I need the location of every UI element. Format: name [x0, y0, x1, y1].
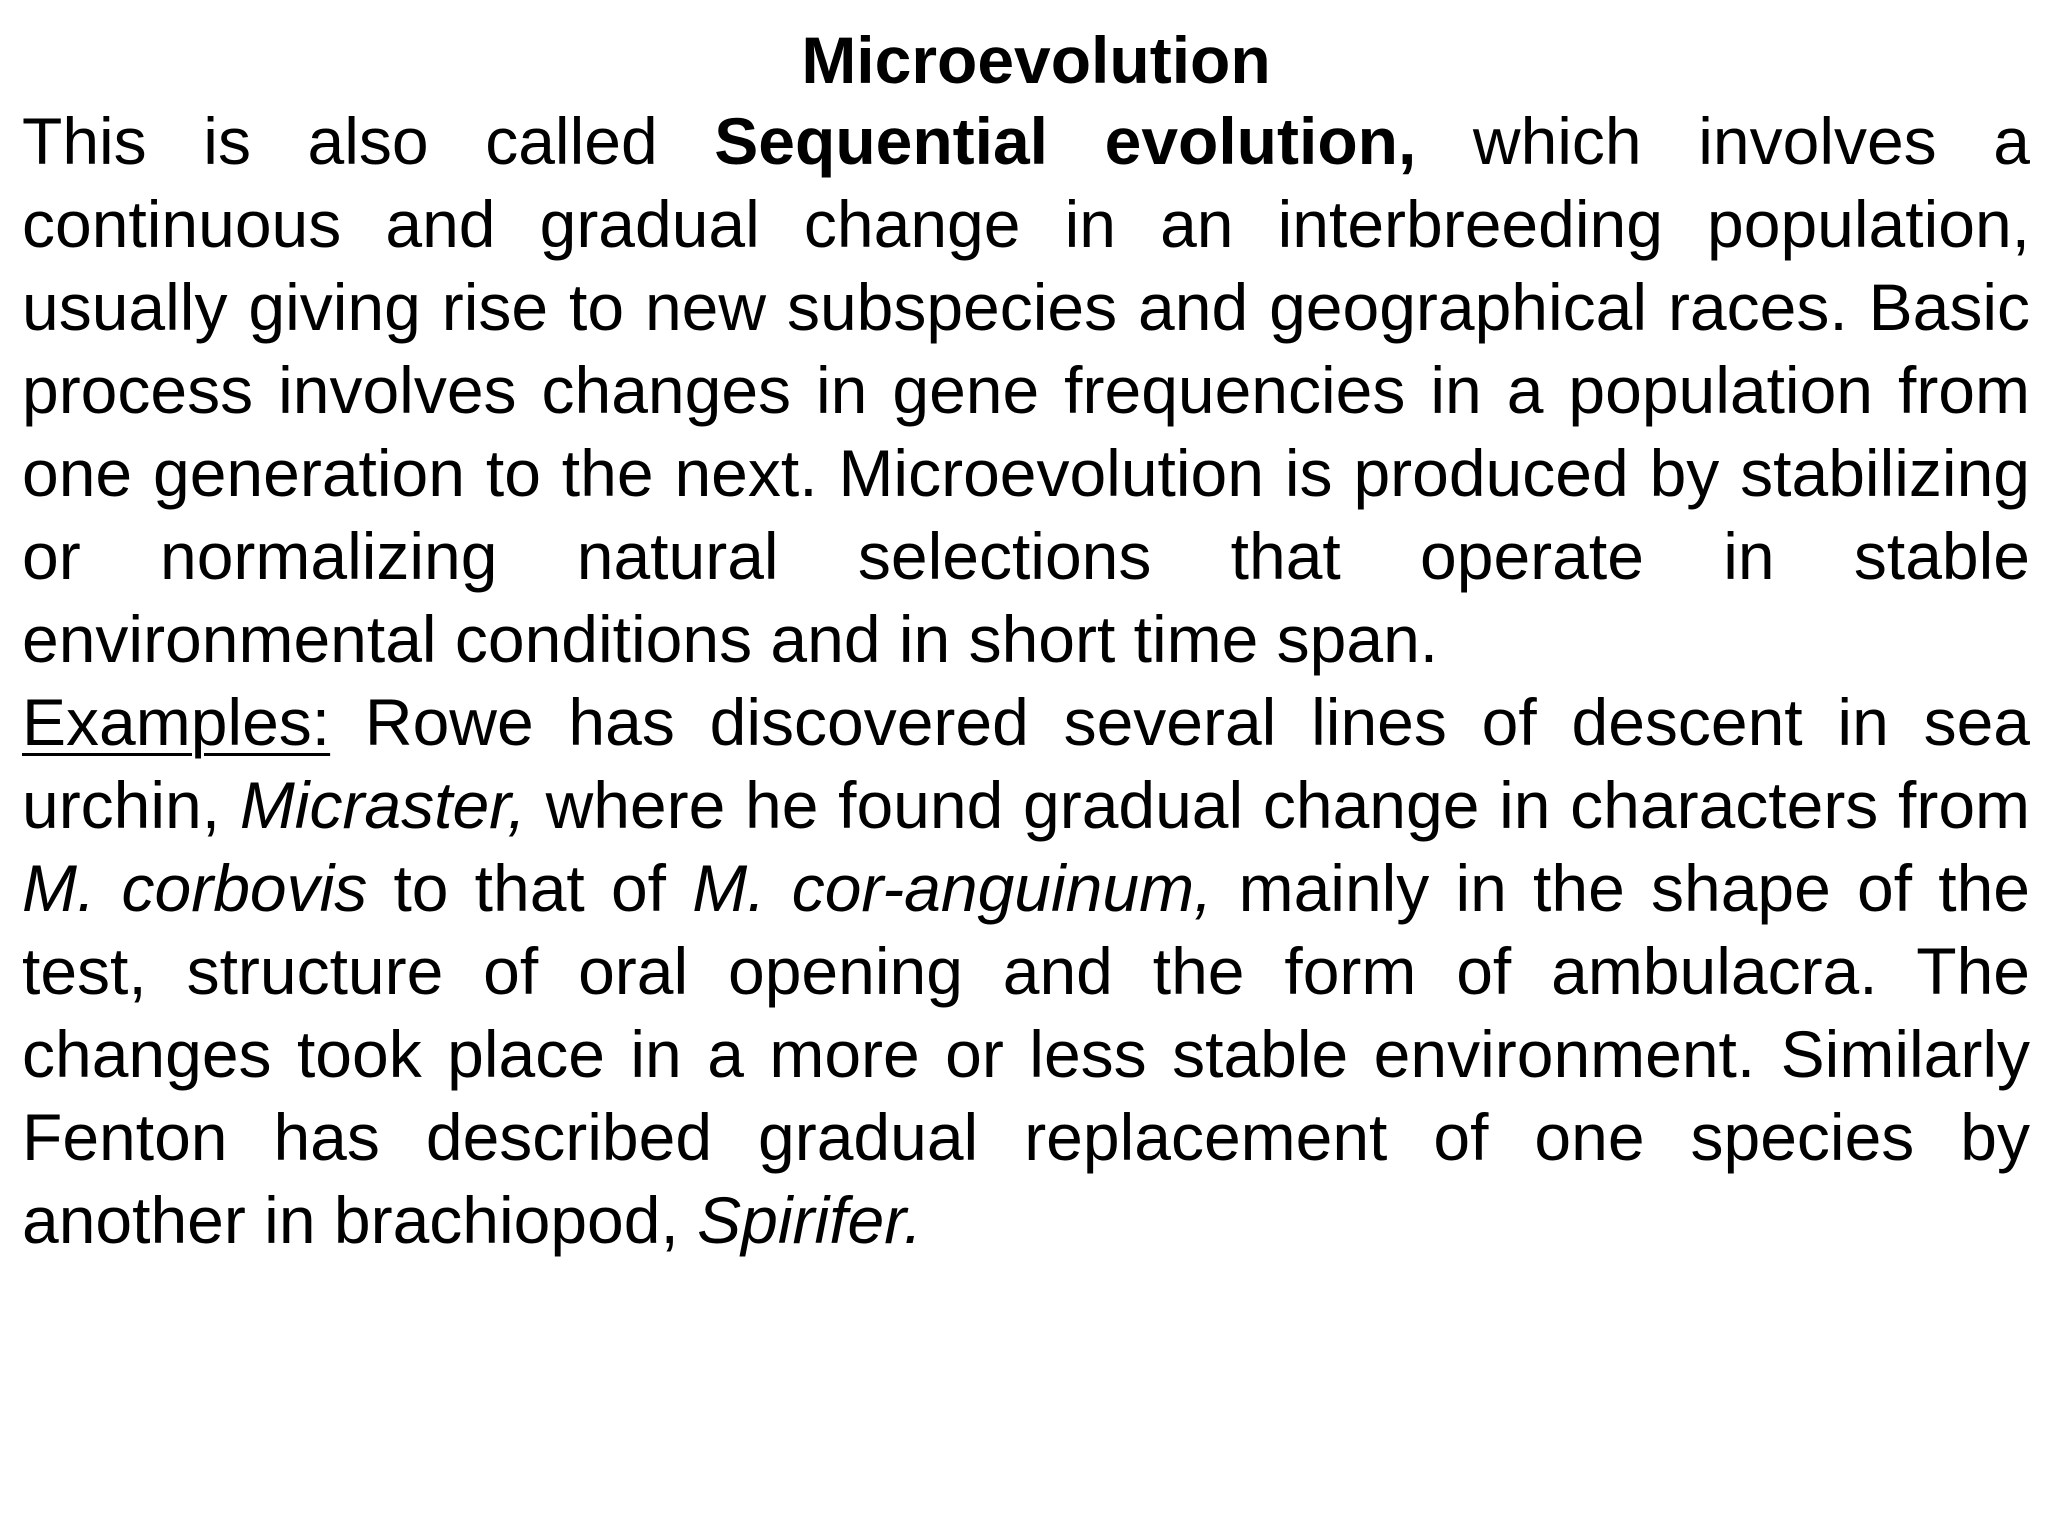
slide-content	[22, 20, 2030, 1262]
examples-text-2: where he found gradual change in characters from	[525, 768, 2031, 842]
examples-text-1: Rowe has discovered several lines of descent in sea urchin,	[22, 685, 2030, 842]
examples-text-4: mainly in the shape of the test, structure of oral opening and the form of ambulacra. The changes took place in a more or less stable environment. Similarly Fenton has described gradual replacement of one species by another in brachiopod,	[22, 851, 2030, 1257]
slide-title: Microevolution	[801, 23, 1271, 97]
species-m-cor-anguinum: M. cor-anguinum,	[692, 851, 1213, 925]
definition-text: which involves a continuous and gradual change in an interbreeding population, usually giving rise to new subspecies and geographical races. Basic process involves changes in gene frequencies in a population from one generation to the next. Microevolution is produced by stabilizing or normalizing natural selections that operate in stable environmental conditions and in short time span.	[22, 104, 2030, 676]
term-sequential-evolution: Sequential evolution,	[714, 104, 1417, 178]
examples-paragraph	[22, 681, 2030, 1262]
definition-lead: This is also called	[22, 104, 715, 178]
species-micraster: Micraster,	[239, 768, 526, 842]
species-spirifer: Spirifer.	[697, 1183, 923, 1257]
examples-label: Examples:	[22, 685, 331, 759]
species-m-corbovis: M. corbovis	[22, 851, 368, 925]
definition-paragraph	[22, 100, 2030, 681]
examples-text-3: to that of	[367, 851, 693, 925]
